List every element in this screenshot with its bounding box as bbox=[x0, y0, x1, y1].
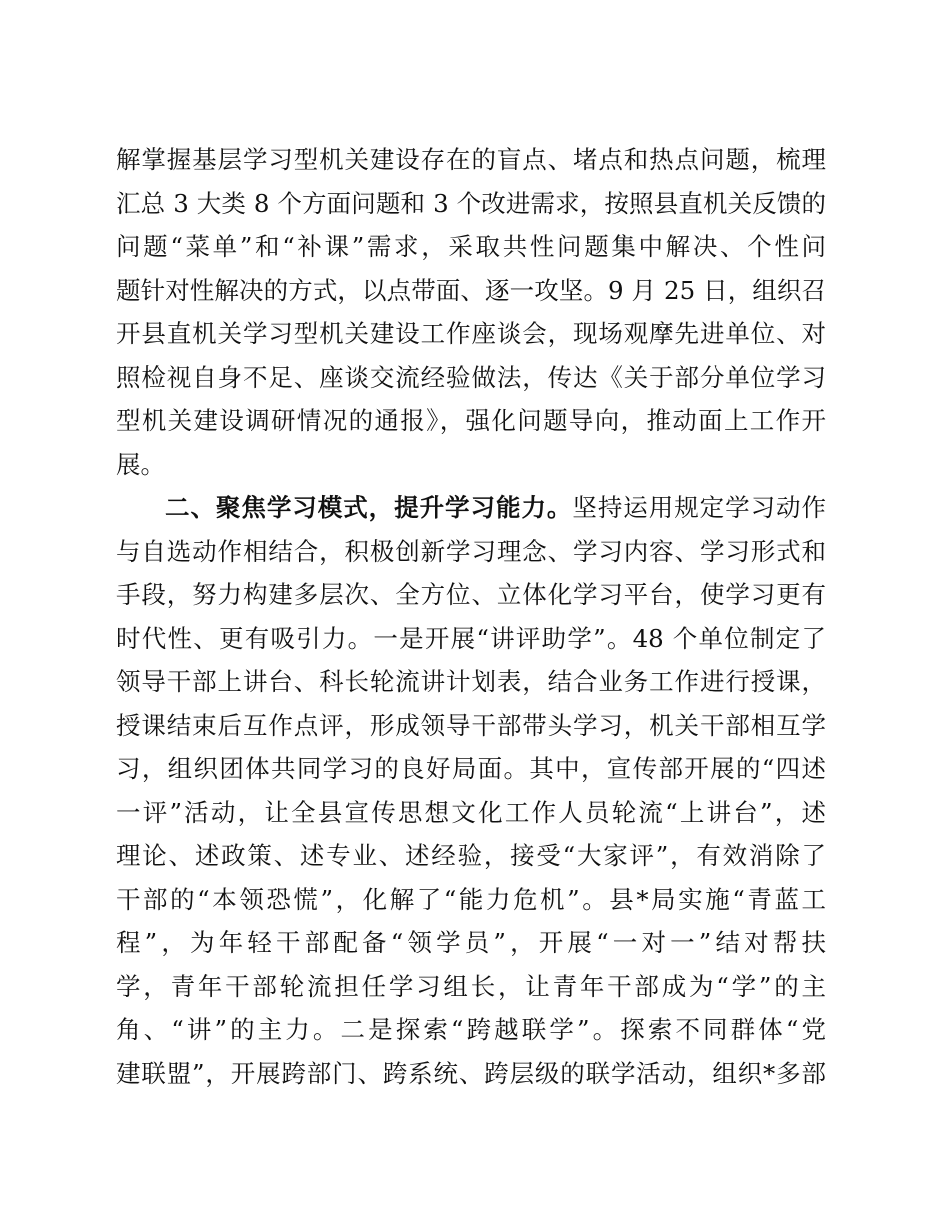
text-line: 解掌握基层学习型机关建设存在的盲点、堵点和热点问题，梳理 bbox=[116, 145, 826, 174]
text-line: 授课结束后互作点评，形成领导干部带头学习，机关干部相互学 bbox=[116, 710, 826, 740]
section-heading-rest: 坚持运用规定学习动作 bbox=[572, 493, 826, 522]
document-body bbox=[116, 138, 826, 1095]
text-line: 照检视自身不足、座谈交流经验做法，传达《关于部分单位学习 bbox=[116, 362, 826, 392]
text-line: 汇总 3 大类 8 个方面问题和 3 个改进需求，按照县直机关反馈的 bbox=[116, 188, 826, 218]
section-heading: 二、聚焦学习模式，提升学习能力。 bbox=[165, 493, 573, 522]
text-line: 与自选动作相结合，积极创新学习理念、学习内容、学习形式和 bbox=[116, 536, 826, 566]
text-line: 问题“菜单”和“补课”需求，采取共性问题集中解决、个性问 bbox=[116, 232, 826, 261]
text-line: 一评”活动，让全县宣传思想文化工作人员轮流“上讲台”，述 bbox=[116, 797, 826, 827]
text-line: 角、“讲”的主力。二是探索“跨越联学”。探索不同群体“党 bbox=[116, 1015, 826, 1044]
text-line: 理论、述政策、述专业、述经验，接受“大家评”，有效消除了 bbox=[116, 841, 826, 870]
text-line: 展。 bbox=[116, 449, 165, 479]
text-line: 题针对性解决的方式，以点带面、逐一攻坚。9 月 25 日，组织召 bbox=[116, 275, 826, 305]
text-line: 时代性、更有吸引力。一是开展“讲评助学”。48 个单位制定了 bbox=[116, 623, 826, 653]
text-line: 开县直机关学习型机关建设工作座谈会，现场观摩先进单位、对 bbox=[116, 319, 826, 348]
text-line: 习，组织团体共同学习的良好局面。其中，宣传部开展的“四述 bbox=[116, 754, 826, 783]
text-line: 手段，努力构建多层次、全方位、立体化学习平台，使学习更有 bbox=[116, 580, 826, 609]
text-line: 程”，为年轻干部配备“领学员”，开展“一对一”结对帮扶 bbox=[116, 928, 826, 957]
text-line: 领导干部上讲台、科长轮流讲计划表，结合业务工作进行授课， bbox=[116, 667, 826, 696]
text-line: 型机关建设调研情况的通报》，强化问题导向，推动面上工作开 bbox=[116, 406, 826, 435]
section-heading-line bbox=[116, 486, 826, 530]
text-line: 学，青年干部轮流担任学习组长，让青年干部成为“学”的主 bbox=[116, 971, 826, 1001]
text-line: 建联盟”，开展跨部门、跨系统、跨层级的联学活动，组织*多部 bbox=[116, 1058, 826, 1088]
text-line: 干部的“本领恐慌”，化解了“能力危机”。县*局实施“青蓝工 bbox=[116, 884, 826, 914]
